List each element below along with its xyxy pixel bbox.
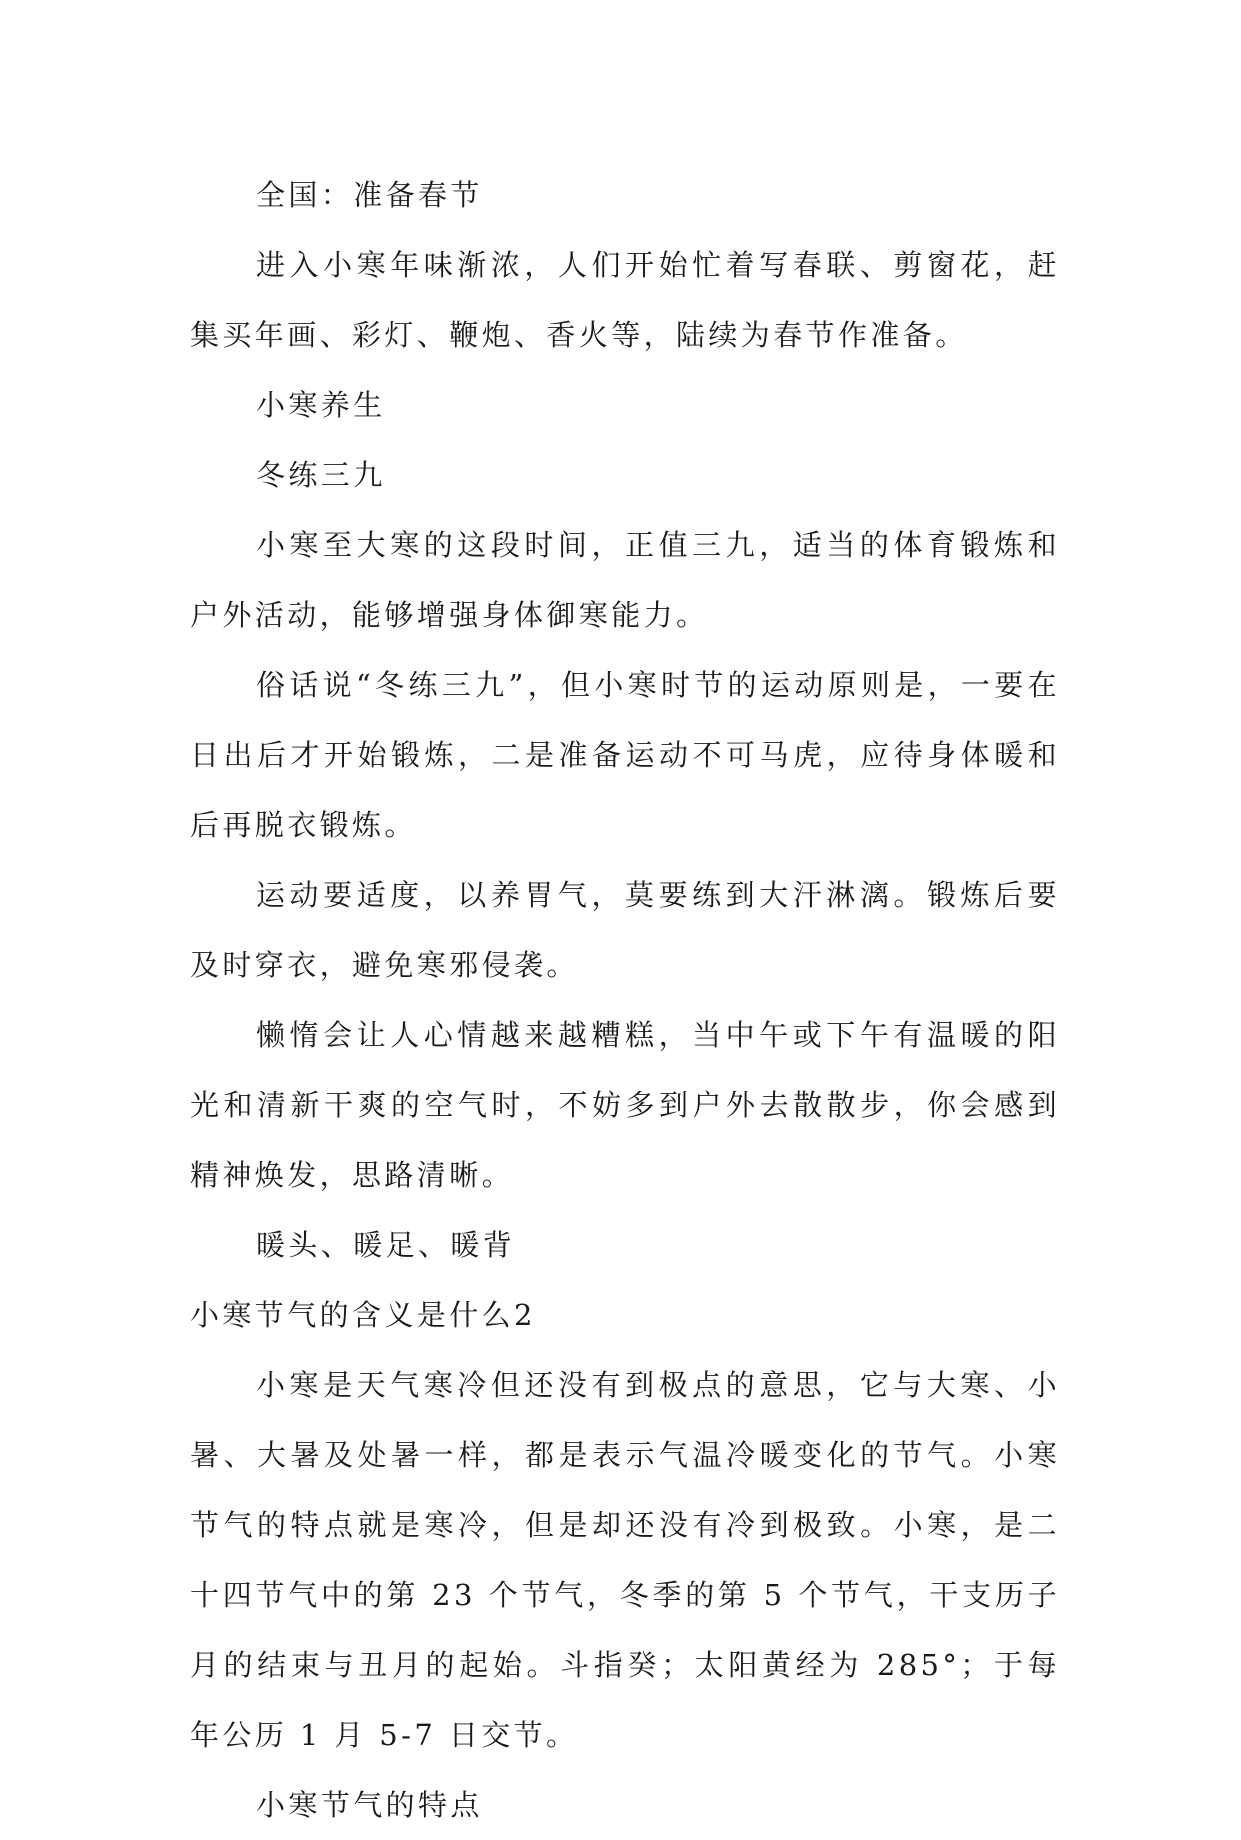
paragraph-exercise-principles: 俗话说“冬练三九”，但小寒时节的运动原则是，一要在日出后才开始锻炼，二是准备运动不可马虎，应待身体暖和后再脱衣锻炼。	[190, 668, 1060, 842]
paragraph-heading-winter-exercise: 冬练三九	[256, 458, 386, 492]
paragraph-outdoor-walk: 懒惰会让人心情越来越糟糕，当中午或下午有温暖的阳光和清新干爽的空气时，不妨多到户外去散散步，你会感到精神焕发，思路清晰。	[190, 1018, 1060, 1192]
paragraph-meaning-description: 小寒是天气寒冷但还没有到极点的意思，它与大寒、小暑、大暑及处暑一样，都是表示气温冷暖变化的节气。小寒节气的特点就是寒冷，但是却还没有冷到极致。小寒，是二十四节气中的第 23 个节气，冬季的第 5 个节气，干支历子月的结束与丑月的起始。斗指癸；太阳黄经为 285°；于每年公历 1 月 5-7 日交节。	[190, 1368, 1060, 1752]
section-title-meaning: 小寒节气的含义是什么2	[190, 1298, 536, 1332]
paragraph-heading-characteristics: 小寒节气的特点	[256, 1788, 483, 1822]
paragraph-heading-national: 全国：准备春节	[256, 178, 483, 212]
paragraph-heading-health: 小寒养生	[256, 388, 386, 422]
paragraph-exercise-moderation: 运动要适度，以养胃气，莫要练到大汗淋漓。锻炼后要及时穿衣，避免寒邪侵袭。	[190, 878, 1060, 982]
paragraph-heading-keep-warm: 暖头、暖足、暖背	[256, 1228, 516, 1262]
paragraph-spring-festival-prep: 进入小寒年味渐浓，人们开始忙着写春联、剪窗花，赶集买年画、彩灯、鞭炮、香火等，陆续为春节作准备。	[190, 248, 1060, 352]
paragraph-exercise-period: 小寒至大寒的这段时间，正值三九，适当的体育锻炼和户外活动，能够增强身体御寒能力。	[190, 528, 1060, 632]
document-body	[190, 160, 1060, 1840]
